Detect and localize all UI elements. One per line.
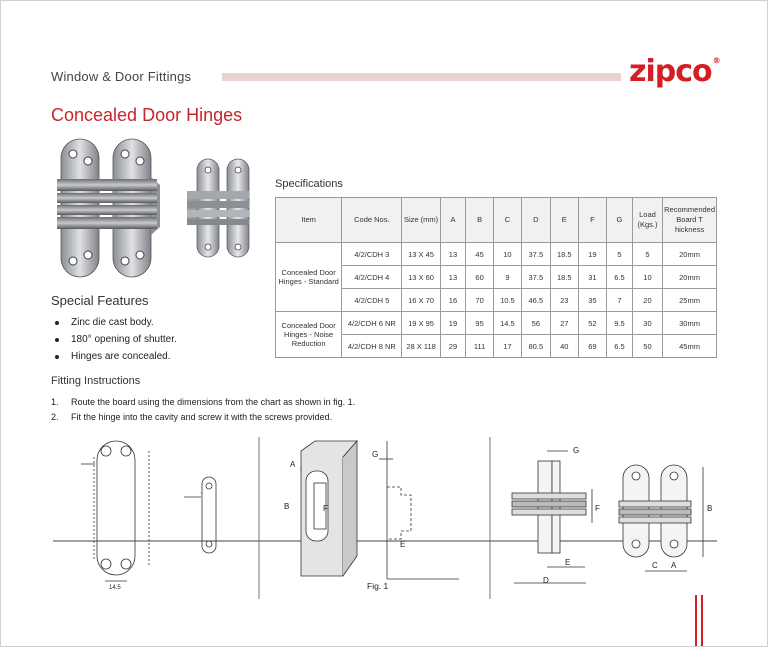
table-row	[276, 289, 717, 312]
table-cell: 56	[521, 312, 550, 335]
table-cell: 16	[440, 289, 466, 312]
table-cell: 46.5	[521, 289, 550, 312]
table-cell: 29	[440, 335, 466, 358]
dimension-label: E	[400, 540, 406, 549]
table-cell: 6.5	[607, 335, 633, 358]
table-cell: 50	[632, 335, 662, 358]
table-cell: 20mm	[663, 243, 717, 266]
dimension-label: F	[595, 504, 600, 513]
step-text: Fit the hinge into the cavity and screw it with the screws provided.	[71, 412, 333, 422]
column-header: Size (mm)	[402, 198, 440, 243]
slot-front-view	[81, 441, 216, 581]
table-cell: 20mm	[663, 266, 717, 289]
column-header: E	[550, 198, 578, 243]
item-cell: Concealed Door Hinges - Noise Reduction	[276, 312, 342, 358]
table-cell: 80.5	[521, 335, 550, 358]
dimension-label: G	[573, 446, 580, 455]
table-cell: 6.5	[607, 266, 633, 289]
table-header-row	[276, 198, 717, 243]
table-cell: 70	[466, 289, 494, 312]
hinge-front-view	[619, 465, 703, 571]
table-cell: 17	[493, 335, 521, 358]
table-cell: 9.5	[607, 312, 633, 335]
table-cell: 37.5	[521, 243, 550, 266]
step-number: 1.	[51, 397, 59, 407]
table-cell: 95	[466, 312, 494, 335]
small-hinge-photo	[185, 157, 251, 261]
table-cell: 18.5	[550, 266, 578, 289]
table-cell: 10.5	[493, 289, 521, 312]
table-cell: 40	[550, 335, 578, 358]
table-cell: 19 X 95	[402, 312, 440, 335]
table-cell: 4/2/CDH 5	[342, 289, 402, 312]
column-header: G	[607, 198, 633, 243]
list-item: 180° opening of shutter.	[53, 331, 177, 348]
column-header: Code Nos.	[342, 198, 402, 243]
table-cell: 111	[466, 335, 494, 358]
dimension-label: F	[323, 504, 328, 513]
table-cell: 10	[493, 243, 521, 266]
column-header: F	[578, 198, 606, 243]
header-divider	[222, 73, 621, 81]
fitting-steps	[51, 395, 355, 425]
table-cell: 52	[578, 312, 606, 335]
figure-label: Fig. 1	[367, 581, 389, 591]
table-cell: 31	[578, 266, 606, 289]
large-hinge-photo	[55, 137, 161, 279]
step-number: 2.	[51, 412, 59, 422]
table-cell: 19	[440, 312, 466, 335]
table-cell: 13	[440, 243, 466, 266]
table-row	[276, 243, 717, 266]
dimension-label: A	[290, 460, 296, 469]
table-row	[276, 335, 717, 358]
table-cell: 27	[550, 312, 578, 335]
column-header: Recommended Board T hickness	[663, 198, 717, 243]
dimension-label: C	[652, 561, 658, 570]
dimension-label: B	[707, 504, 713, 513]
table-cell: 13	[440, 266, 466, 289]
accent-bar	[701, 595, 703, 646]
page-title: Concealed Door Hinges	[51, 105, 243, 125]
dimension-label: B	[284, 502, 290, 511]
column-header: Load (Kgs.)	[632, 198, 662, 243]
dimension-label: G	[372, 450, 379, 459]
table-cell: 30mm	[663, 312, 717, 335]
column-header: A	[440, 198, 466, 243]
hinge-side-view	[512, 451, 592, 583]
table-cell: 45mm	[663, 335, 717, 358]
table-cell: 28 X 118	[402, 335, 440, 358]
technical-drawing	[1, 431, 767, 601]
table-cell: 16 X 70	[402, 289, 440, 312]
table-cell: 9	[493, 266, 521, 289]
accent-bar	[695, 595, 697, 646]
dimension-label: 14.5	[109, 585, 121, 591]
list-item	[51, 410, 355, 425]
table-cell: 37.5	[521, 266, 550, 289]
column-header: Item	[276, 198, 342, 243]
table-cell: 69	[578, 335, 606, 358]
features-list	[53, 314, 177, 365]
table-cell: 13 X 45	[402, 243, 440, 266]
column-header: C	[493, 198, 521, 243]
table-row	[276, 266, 717, 289]
table-cell: 14.5	[493, 312, 521, 335]
table-cell: 5	[632, 243, 662, 266]
table-cell: 4/2/CDH 8 NR	[342, 335, 402, 358]
table-cell: 5	[607, 243, 633, 266]
table-cell: 30	[632, 312, 662, 335]
table-cell: 18.5	[550, 243, 578, 266]
specifications-table	[275, 197, 717, 358]
table-row	[276, 312, 717, 335]
table-cell: 4/2/CDH 6 NR	[342, 312, 402, 335]
dimension-label: D	[543, 576, 549, 585]
fitting-title: Fitting Instructions	[51, 375, 141, 387]
table-cell: 10	[632, 266, 662, 289]
column-header: D	[521, 198, 550, 243]
table-cell: 4/2/CDH 3	[342, 243, 402, 266]
list-item	[51, 395, 355, 410]
table-cell: 25mm	[663, 289, 717, 312]
specifications-title: Specifications	[275, 178, 343, 190]
table-cell: 19	[578, 243, 606, 266]
table-cell: 7	[607, 289, 633, 312]
table-cell: 13 X 60	[402, 266, 440, 289]
step-text: Route the board using the dimensions from the chart as shown in fig. 1.	[71, 397, 356, 407]
column-header: B	[466, 198, 494, 243]
list-item: Hinges are concealed.	[53, 348, 177, 365]
brand-logo: zipco®	[629, 54, 720, 89]
table-cell: 23	[550, 289, 578, 312]
table-cell: 45	[466, 243, 494, 266]
dimension-label: E	[565, 558, 571, 567]
table-cell: 4/2/CDH 4	[342, 266, 402, 289]
item-cell: Concealed Door Hinges - Standard	[276, 243, 342, 312]
section-title: Window & Door Fittings	[51, 69, 192, 84]
table-cell: 20	[632, 289, 662, 312]
list-item: Zinc die cast body.	[53, 314, 177, 331]
table-cell: 35	[578, 289, 606, 312]
features-title: Special Features	[51, 293, 149, 308]
table-cell: 60	[466, 266, 494, 289]
dimension-label: A	[671, 561, 677, 570]
